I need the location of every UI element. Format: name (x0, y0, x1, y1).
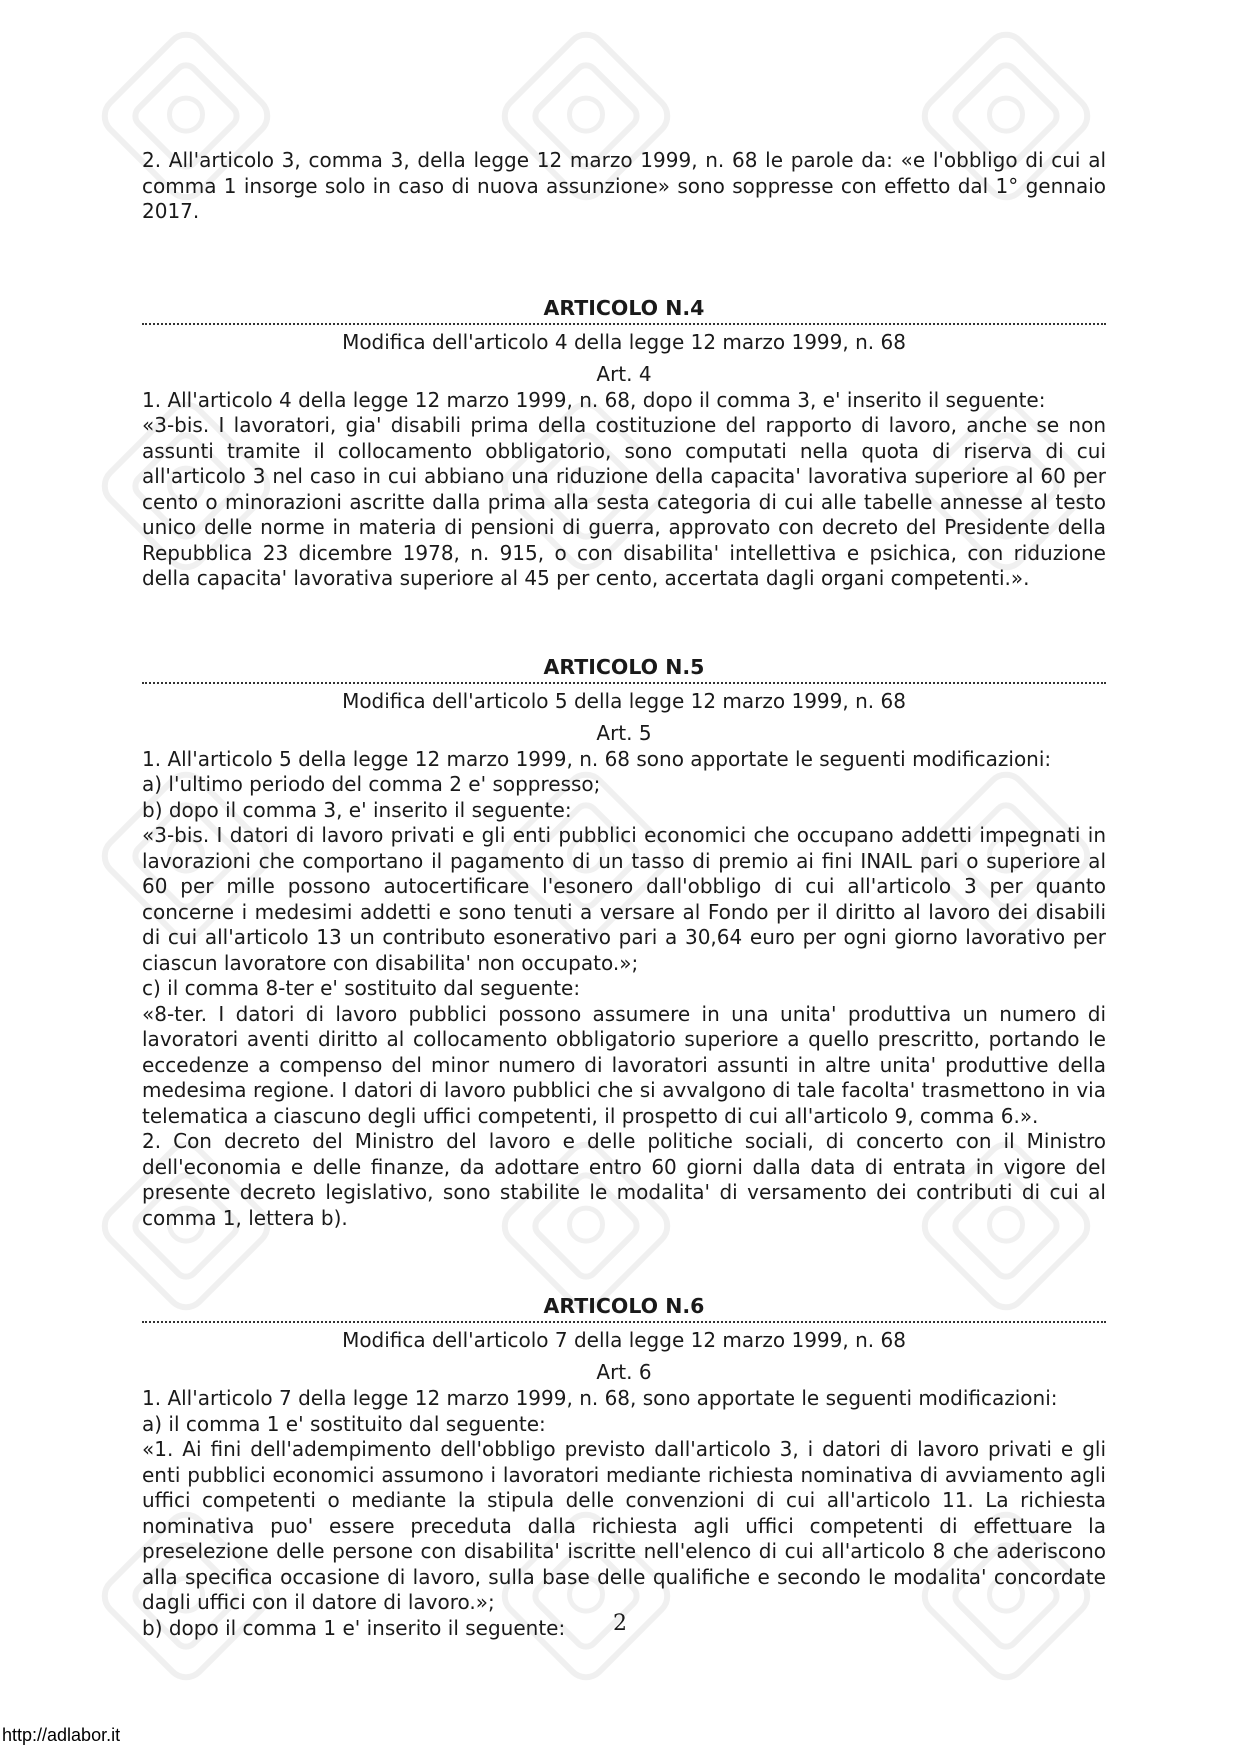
paragraph: 1. All'articolo 5 della legge 12 marzo 1999, n. 68 sono apportate le seguenti modificazioni: (142, 746, 1052, 771)
footer-url: http://adlabor.it (2, 1725, 121, 1745)
article-number: Art. 5 (596, 720, 652, 745)
paragraph: a) l'ultimo periodo del comma 2 e' soppresso; (142, 772, 601, 796)
paragraph: b) dopo il comma 3, e' inserito il seguente: (142, 797, 572, 822)
article-number: Art. 6 (596, 1360, 652, 1384)
article-heading: ARTICOLO N.5 (543, 654, 705, 679)
page-number: 2 (613, 1611, 627, 1636)
article-6 (142, 1293, 1106, 1641)
paragraph: «8-ter. I datori di lavoro pubblici possono assumere in una unita' produttiva un numero di lavoratori aventi diritto al collocamento obbligatorio superiore a quello prescritto, portando le eccedenze a compenso del minor numero di lavoratori assunti in altre unita' produttive della medesima regione. I datori di lavoro pubblici che si avvalgono di tale facolta' trasmettono in via telematica a ciascuno degli uffici competenti, il prospetto di cui all'articolo 9, comma 6.». (142, 1001, 1106, 1128)
article-subtitle: Modifica dell'articolo 5 della legge 12 marzo 1999, n. 68 (342, 688, 906, 713)
document-body (142, 148, 1106, 1703)
article-number: Art. 4 (596, 361, 652, 386)
dotted-divider (142, 1321, 1106, 1323)
article-heading: ARTICOLO N.4 (543, 295, 705, 320)
article-subtitle: Modifica dell'articolo 4 della legge 12 marzo 1999, n. 68 (342, 329, 906, 354)
paragraph: b) dopo il comma 1 e' inserito il seguente: (142, 1615, 566, 1640)
article-heading: ARTICOLO N.6 (543, 1294, 705, 1318)
dotted-divider (142, 682, 1106, 684)
paragraph: c) il comma 8-ter e' sostituito dal seguente: (142, 976, 581, 1000)
paragraph: 1. All'articolo 7 della legge 12 marzo 1999, n. 68, sono apportate le seguenti modificazioni: (142, 1386, 1058, 1410)
dotted-divider (142, 323, 1106, 325)
paragraph: «1. Ai fini dell'adempimento dell'obbligo previsto dall'articolo 3, i datori di lavoro privati e gli enti pubblici economici assumono i lavoratori mediante richiesta nominativa di avviamento agli uffici competenti o mediante la stipula delle convenzioni di cui all'articolo 11. La richiesta nominativa puo' essere preceduta dalla richiesta agli uffici competenti di effettuare la preselezione delle persone con disabilita' iscritte nell'elenco di cui all'articolo 8 che aderiscono alla specifica occasione di lavoro, sulla base delle qualifiche e secondo le modalita' concordate dagli uffici con il datore di lavoro.»; (142, 1437, 1106, 1614)
article-4 (142, 295, 1106, 592)
paragraph: «3-bis. I lavoratori, gia' disabili prima della costituzione del rapporto di lavoro, anche se non assunti tramite il collocamento obbligatorio, sono computati nella quota di riserva di cui all'articolo 3 nel caso in cui abbiano una riduzione della capacita' lavorativa superiore al 60 per cento o minorazioni ascritte dalla prima alla sesta categoria di cui alle tabelle annesse al testo unico delle norme in materia di pensioni di guerra, approvato con decreto del Presidente della Repubblica 23 dicembre 1978, n. 915, o con disabilita' intellettiva e psichica, con riduzione della capacita' lavorativa superiore al 45 per cento, accertata dagli organi competenti.». (142, 413, 1106, 590)
paragraph: a) il comma 1 e' sostituito dal seguente: (142, 1411, 546, 1436)
article-subtitle: Modifica dell'articolo 7 della legge 12 marzo 1999, n. 68 (342, 1328, 906, 1352)
paragraph: 2. Con decreto del Ministro del lavoro e delle politiche sociali, di concerto con il Ministro dell'economia e delle finanze, da adottare entro 60 giorni dalla data di entrata in vigore del presente decreto legislativo, sono stabilite le modalita' di versamento dei contributi di cui al comma 1, lettera b). (142, 1129, 1106, 1230)
paragraph: «3-bis. I datori di lavoro privati e gli enti pubblici economici che occupano addetti impegnati in lavorazioni che comportano il pagamento di un tasso di premio ai fini INAIL pari o superiore al 60 per mille possono autocertificare l'esonero dall'obbligo di cui all'articolo 3 per quanto concerne i medesimi addetti e sono tenuti a versare al Fondo per il diritto al lavoro dei disabili di cui all'articolo 13 un contributo esonerativo pari a 30,64 euro per ogni giorno lavorativo per ciascun lavoratore con disabilita' non occupato.»; (142, 823, 1106, 975)
intro-paragraph: 2. All'articolo 3, comma 3, della legge 12 marzo 1999, n. 68 le parole da: «e l'obbligo di cui al comma 1 insorge solo in caso di nuova assunzione» sono soppresse con effetto dal 1° gennaio 2017. (142, 148, 1106, 223)
paragraph: 1. All'articolo 4 della legge 12 marzo 1999, n. 68, dopo il comma 3, e' inserito il seguente: (142, 387, 1046, 412)
article-5 (142, 654, 1106, 1232)
